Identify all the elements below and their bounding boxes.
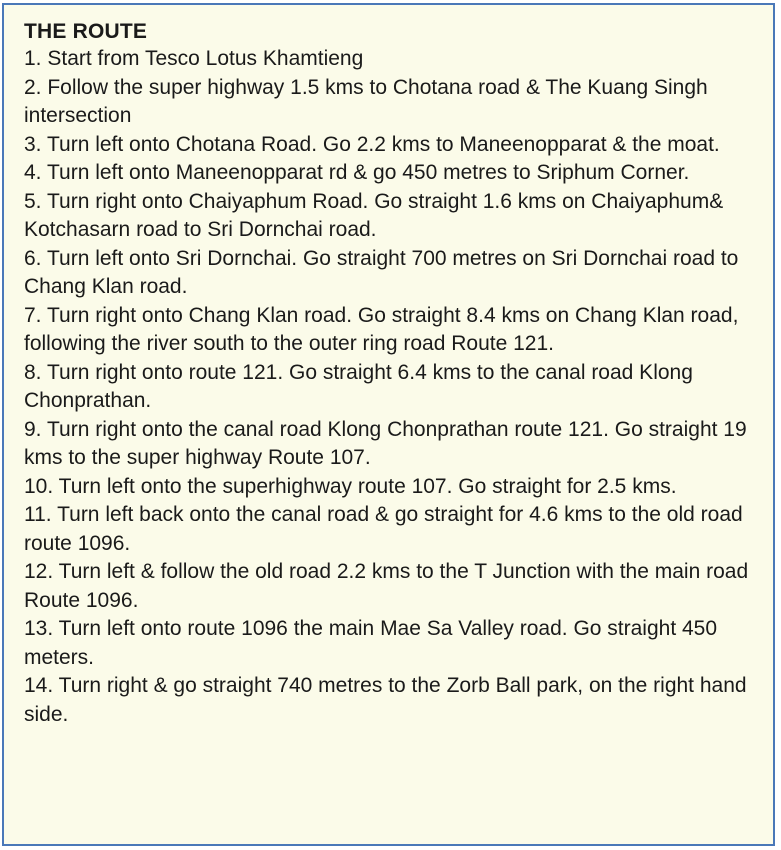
route-step: 4. Turn left onto Maneenopparat rd & go 450 metres to Sriphum Corner. (24, 161, 690, 184)
route-step: 14. Turn right & go straight 740 metres to the Zorb Ball park, on the right hand side. (24, 674, 747, 726)
route-step: 9. Turn right onto the canal road Klong Chonprathan route 121. Go straight 19 kms to the super highway Route 107. (24, 417, 747, 469)
route-step: 6. Turn left onto Sri Dornchai. Go straight 700 metres on Sri Dornchai road to Chang Klan road. (24, 246, 739, 298)
route-step: 1. Start from Tesco Lotus Khamtieng (24, 47, 364, 70)
route-title: THE ROUTE (24, 20, 148, 43)
route-step: 2. Follow the super highway 1.5 kms to Chotana road & The Kuang Singh intersection (24, 75, 708, 127)
route-step: 13. Turn left onto route 1096 the main Mae Sa Valley road. Go straight 450 meters. (24, 617, 718, 669)
route-step: 3. Turn left onto Chotana Road. Go 2.2 kms to Maneenopparat & the moat. (24, 132, 720, 156)
route-panel (2, 3, 775, 846)
route-step: 5. Turn right onto Chaiyaphum Road. Go straight 1.6 kms on Chaiyaphum& Kotchasarn road to Sri Dornchai road. (24, 189, 724, 241)
route-step: 12. Turn left & follow the old road 2.2 kms to the T Junction with the main road Route 1096. (24, 560, 749, 612)
route-step: 10. Turn left onto the superhighway route 107. Go straight for 2.5 kms. (24, 474, 677, 498)
route-step: 11. Turn left back onto the canal road & go straight for 4.6 kms to the old road route 1096. (24, 503, 743, 555)
route-step: 8. Turn right onto route 121. Go straight 6.4 kms to the canal road Klong Chonprathan. (24, 360, 693, 412)
route-step: 7. Turn right onto Chang Klan road. Go straight 8.4 kms on Chang Klan road, following the river south to the outer ring road Route 121. (24, 303, 739, 355)
route-steps-list (24, 45, 763, 729)
